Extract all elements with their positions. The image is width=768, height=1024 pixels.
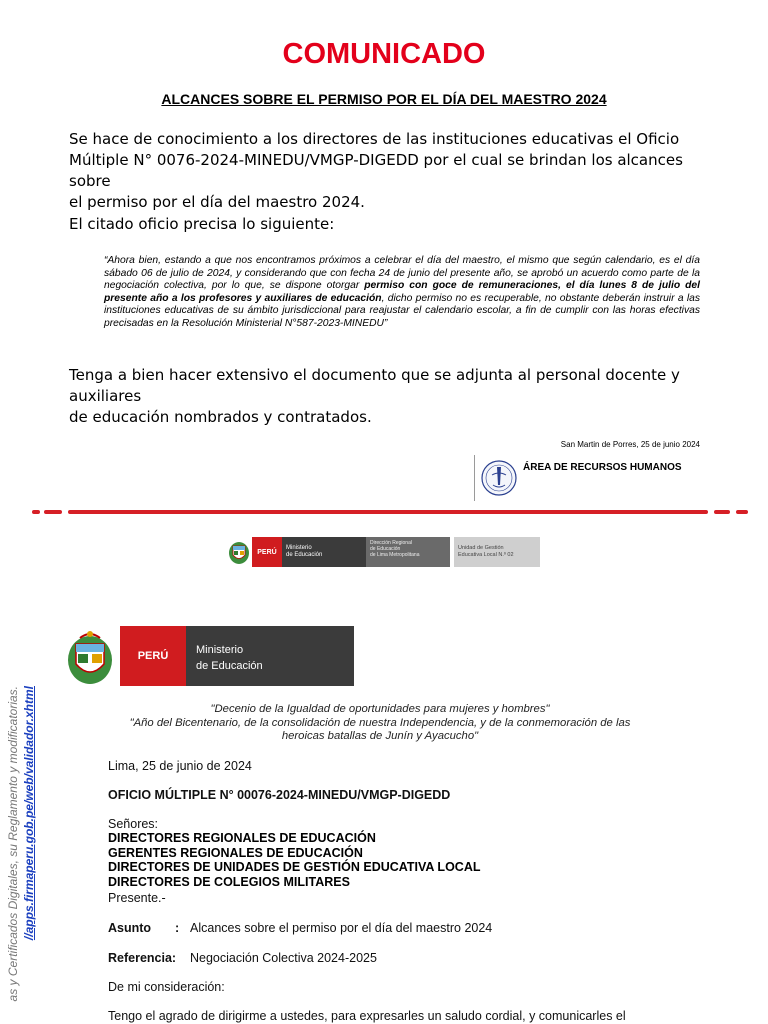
decenio-line-2: "Año del Bicentenario, de la consolidación de nuestra Independencia, y de la conmemoración de las — [129, 716, 631, 729]
oficio-salutation: Señores: — [108, 817, 159, 831]
intro-line-3: el permiso por el día del maestro 2024. — [69, 193, 365, 211]
oficio-recipients — [108, 831, 480, 889]
signature-seal — [474, 455, 519, 501]
red-separator — [32, 510, 748, 514]
recipient-line: GERENTES REGIONALES DE EDUCACIÓN — [108, 845, 363, 860]
quoted-text — [104, 255, 700, 331]
page-subtitle: ALCANCES SOBRE EL PERMISO POR EL DÍA DEL MAESTRO 2024 — [161, 91, 607, 107]
asunto-value: Alcances sobre el permiso por el día del maestro 2024 — [190, 921, 493, 935]
oficio-closing-line: Tengo el agrado de dirigirme a ustedes, para expresarles un saludo cordial, y comunicarles el — [108, 1009, 626, 1023]
signature-date: San Martin de Porres, 25 de junio 2024 — [560, 440, 700, 449]
small-dre-line-2: de Educación — [370, 546, 401, 552]
small-dre-label — [366, 537, 450, 567]
big-ministry-label — [186, 626, 354, 686]
quote-part-1: “Ahora bien, estando a que nos encontramos próximos a celebrar el día del maestro, el mismo que según calendario, es el día sábado 06 de julio de 2024, y considerando que con fecha 24 de junio del presente año, se aprobó un acuerdo como parte de la negociación colectiva, por lo que, se dispone otorgar — [104, 255, 700, 292]
decenio-line-3: heroicas batallas de Junín y Ayacucho" — [281, 730, 479, 742]
oficio-number: OFICIO MÚLTIPLE N° 00076-2024-MINEDU/VMGP-DIGEDD — [108, 788, 451, 802]
intro-line-1: Se hace de conocimiento a los directores de las instituciones educativas el Oficio — [69, 130, 680, 148]
closing-paragraph — [69, 365, 709, 428]
intro-paragraph — [69, 129, 709, 213]
coat-of-arms-icon — [226, 537, 252, 567]
closing-line-1: Tenga a bien hacer extensivo el documento que se adjunta al personal docente y auxiliares — [69, 366, 680, 405]
signature-area: ÁREA DE RECURSOS HUMANOS — [523, 462, 682, 473]
quote-bold: permiso con goce de remuneraciones, el día lunes 8 de julio del presente año a los profesores y auxiliares de educación — [104, 280, 701, 304]
recipient-line: DIRECTORES REGIONALES DE EDUCACIÓN — [108, 831, 376, 845]
small-ministry-line-1: Ministerio — [286, 545, 312, 551]
big-ministry-line-2: de Educación — [196, 660, 263, 672]
small-dre-line-1: Dirección Regional — [370, 540, 412, 546]
closing-line-2: de educación nombrados y contratados. — [69, 408, 372, 426]
cited-intro: El citado oficio precisa lo siguiente: — [69, 215, 335, 233]
decenio-line-1: "Decenio de la Igualdad de oportunidades para mujeres y hombres" — [210, 703, 550, 715]
intro-line-2: Múltiple N° 0076-2024-MINEDU/VMGP-DIGEDD por el cual se brindan los alcances sobre — [69, 151, 683, 190]
small-dre-line-3: de Lima Metropolitana — [370, 552, 420, 558]
big-coat-of-arms — [62, 624, 118, 688]
referencia-value: Negociación Colectiva 2024-2025 — [190, 951, 377, 965]
big-peru-label: PERÚ — [120, 626, 186, 686]
asunto-label: Asunto — [108, 921, 152, 935]
oficio-date: Lima, 25 de junio de 2024 — [108, 759, 252, 773]
small-coat-of-arms — [226, 537, 252, 567]
small-ugel-line-2: Educativa Local N.º 02 — [458, 552, 514, 558]
small-ministry-line-2: de Educación — [286, 552, 323, 558]
decenio-text — [100, 703, 660, 744]
recipient-line: DIRECTORES DE UNIDADES DE GESTIÓN EDUCATIVA LOCAL — [108, 860, 481, 875]
side-validation-note — [6, 686, 38, 1024]
asunto-colon: : — [175, 921, 180, 935]
big-ministry-line-1: Ministerio — [196, 644, 244, 656]
small-peru-label: PERÚ — [252, 537, 282, 567]
small-ugel-label — [454, 537, 540, 567]
seal-icon — [475, 455, 519, 501]
validator-link[interactable]: //apps.firmaperu.gob.pe/web/validador.xhtml — [22, 686, 36, 941]
consideracion-text: De mi consideración: — [108, 980, 225, 994]
side-validation-line: as y Certificados Digitales, su Reglamento y modificatorias. — [6, 686, 20, 1002]
small-ministry-label — [282, 537, 366, 567]
referencia-label: Referencia: — [108, 951, 177, 965]
recipient-line: DIRECTORES DE COLEGIOS MILITARES — [108, 874, 350, 889]
quote-part-2: , dicho permiso no es recuperable, no obstante deberán instruir a las instituciones educativas de su ámbito jurisdiccional para reajustar el calendario escolar, a fin de cumplir con las horas efectivas precisadas en la Resolución Ministerial N°587-2023-MINEDU” — [104, 292, 700, 329]
oficio-presente: Presente.- — [108, 891, 166, 905]
coat-of-arms-icon — [62, 624, 118, 688]
page-title: COMUNICADO — [282, 38, 486, 70]
small-ugel-line-1: Unidad de Gestión — [458, 545, 504, 551]
